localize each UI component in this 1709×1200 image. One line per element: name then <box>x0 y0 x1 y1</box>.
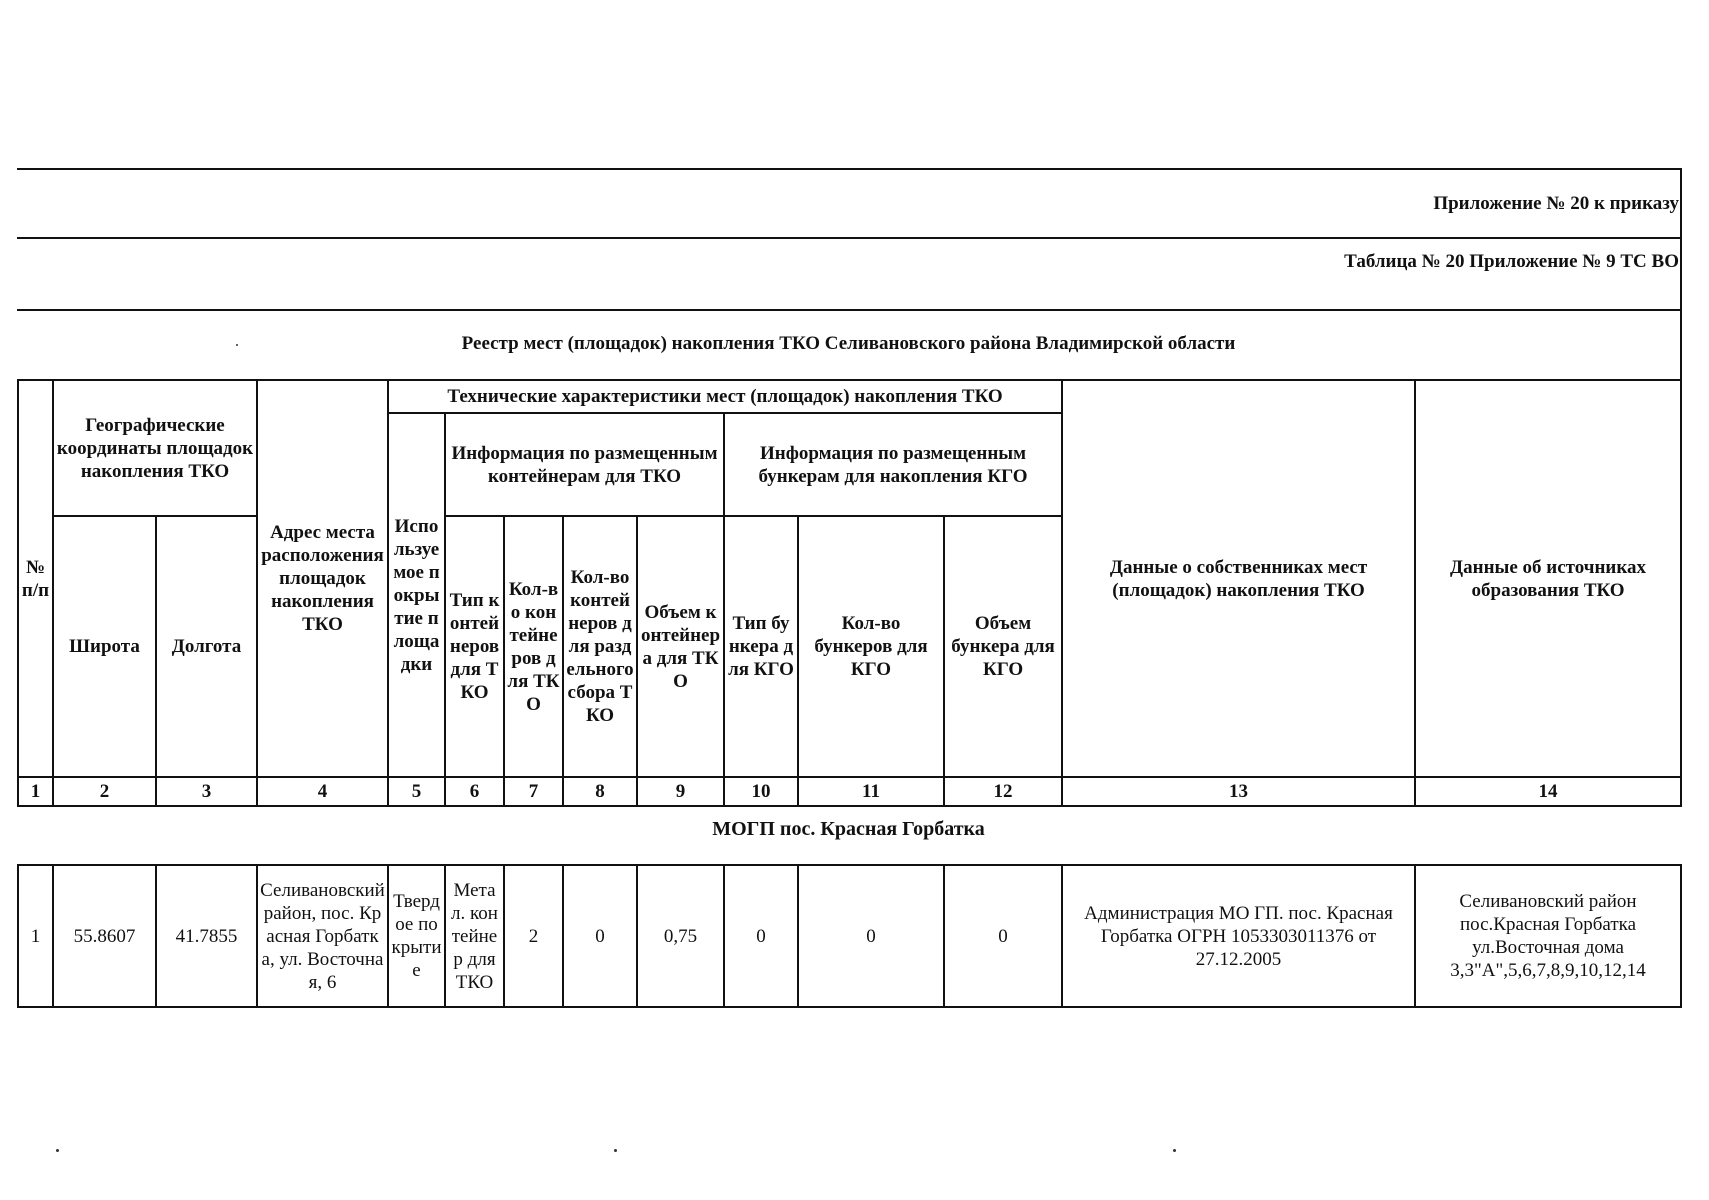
col-geo-group-header: Географические координаты площадок накопления ТКО <box>53 380 257 516</box>
cell-num: 1 <box>18 865 53 1007</box>
register-title: Реестр мест (площадок) накопления ТКО Селивановского района Владимирской области <box>461 333 1236 354</box>
col-separate-count-header: Кол-во контейнеров для раздельного сбора ТКО <box>563 516 637 777</box>
col-sources-header: Данные об источниках образования ТКО <box>1415 380 1681 777</box>
register-header-table <box>17 379 1682 807</box>
column-number: 14 <box>1415 777 1681 806</box>
col-num-header: № п/п <box>18 380 53 777</box>
col-bunkers-group-header: Информация по размещенным бункерам для накопления КГО <box>724 413 1062 516</box>
table-row <box>18 865 1681 1007</box>
col-containers-group-header: Информация по размещенным контейнерам для ТКО <box>445 413 724 516</box>
col-container-volume-header: Объем контейнера для ТКО <box>637 516 724 777</box>
register-data-table <box>17 864 1682 1008</box>
col-container-type-header: Тип контейнеров для ТКО <box>445 516 504 777</box>
header-rule-3 <box>17 309 1680 311</box>
column-number: 11 <box>798 777 944 806</box>
col-lon-header: Долгота <box>156 516 257 777</box>
scan-speck <box>614 1149 617 1152</box>
column-number: 13 <box>1062 777 1415 806</box>
cell-bunker-volume: 0 <box>944 865 1062 1007</box>
section-title: МОГП пос. Красная Горбатка <box>712 818 985 840</box>
column-number: 1 <box>18 777 53 806</box>
col-surface-header: Используемое покрытие площадки <box>388 413 445 777</box>
col-lat-header: Широта <box>53 516 156 777</box>
col-bunker-volume-header: Объем бункера для КГО <box>944 516 1062 777</box>
column-number: 10 <box>724 777 798 806</box>
cell-lat: 55.8607 <box>53 865 156 1007</box>
cell-lon: 41.7855 <box>156 865 257 1007</box>
column-number: 4 <box>257 777 388 806</box>
cell-bunker-type: 0 <box>724 865 798 1007</box>
col-container-count-header: Кол-во контейнеров для ТКО <box>504 516 563 777</box>
col-address-header: Адрес места расположения площадок накопления ТКО <box>257 380 388 777</box>
scan-speck <box>236 344 238 346</box>
cell-address: Селивановский район, пос. Красная Горбатка, ул. Восточная, 6 <box>257 865 388 1007</box>
col-tech-group-header: Технические характеристики мест (площадок) накопления ТКО <box>388 380 1062 413</box>
column-number: 8 <box>563 777 637 806</box>
column-number: 7 <box>504 777 563 806</box>
column-number: 2 <box>53 777 156 806</box>
col-bunker-count-header: Кол-во бункеров для КГО <box>798 516 944 777</box>
column-number: 9 <box>637 777 724 806</box>
column-number: 5 <box>388 777 445 806</box>
cell-container-volume: 0,75 <box>637 865 724 1007</box>
col-bunker-type-header: Тип бункера для КГО <box>724 516 798 777</box>
col-owners-header: Данные о собственниках мест (площадок) накопления ТКО <box>1062 380 1415 777</box>
cell-bunker-count: 0 <box>798 865 944 1007</box>
column-number: 6 <box>445 777 504 806</box>
cell-surface: Твердое покрытие <box>388 865 445 1007</box>
column-number-row <box>18 777 1681 806</box>
cell-sources: Селивановский район пос.Красная Горбатка ул.Восточная дома 3,3"А",5,6,7,8,9,10,12,14 <box>1415 865 1681 1007</box>
cell-container-type: Метал. контейнер для ТКО <box>445 865 504 1007</box>
appendix-label: Приложение № 20 к приказу <box>1433 193 1679 214</box>
scan-speck <box>1173 1149 1176 1152</box>
header-rule-2 <box>17 237 1680 239</box>
cell-owners: Администрация МО ГП. пос. Красная Горбатка ОГРН 1053303011376 от 27.12.2005 <box>1062 865 1415 1007</box>
table-reference: Таблица № 20 Приложение № 9 ТС ВО <box>1344 251 1679 272</box>
header-right-border <box>1680 168 1682 380</box>
header-rule-top <box>17 168 1680 170</box>
column-number: 3 <box>156 777 257 806</box>
cell-separate-count: 0 <box>563 865 637 1007</box>
cell-container-count: 2 <box>504 865 563 1007</box>
column-number: 12 <box>944 777 1062 806</box>
scan-speck <box>56 1149 59 1152</box>
